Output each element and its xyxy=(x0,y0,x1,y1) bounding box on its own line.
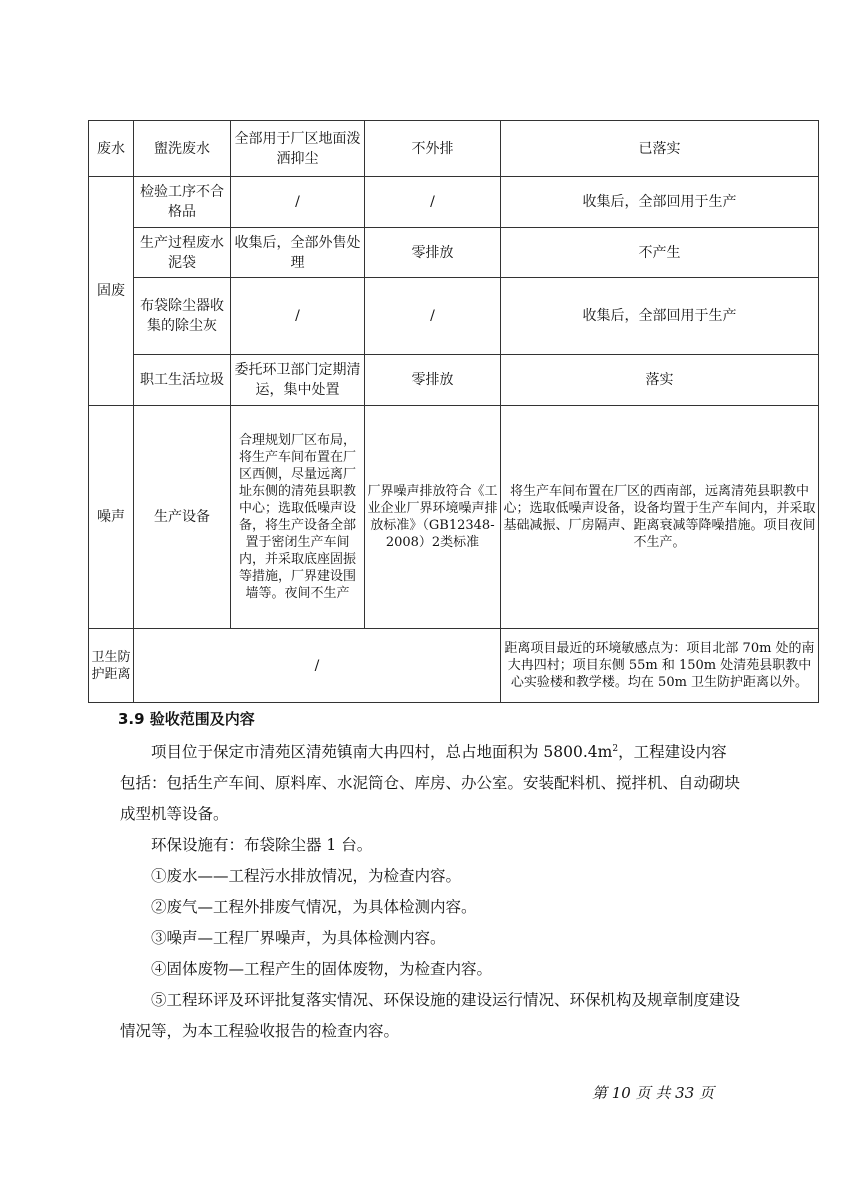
table-row xyxy=(89,355,819,406)
item-cell: 检验工序不合格品 xyxy=(134,177,231,228)
page-number: 第 10 页 共 33 页 xyxy=(592,1084,715,1102)
measure-cell: / xyxy=(231,278,365,355)
status-cell: 收集后，全部回用于生产 xyxy=(501,278,819,355)
list-item: ⑤工程环评及环评批复落实情况、环保设施的建设运行情况、环保机构及规章制度建设情况等，为本工程验收报告的检查内容。 xyxy=(120,991,741,1040)
measure-cell: 合理规划厂区布局，将生产车间布置在厂区西侧，尽量远离厂址东侧的清苑县职教中心；选取低噪声设备，将生产设备全部置于密闭生产车间内，并采取底座固振等措施，厂界建设围墙等。夜间不生产 xyxy=(231,406,365,629)
measure-cell: / xyxy=(231,177,365,228)
item-cell: 职工生活垃圾 xyxy=(134,355,231,406)
item-cell: 布袋除尘器收集的除尘灰 xyxy=(134,278,231,355)
standard-cell: 零排放 xyxy=(365,355,501,406)
measure-cell: 收集后，全部外售处理 xyxy=(231,228,365,278)
table-row xyxy=(89,121,819,177)
status-cell: 落实 xyxy=(501,355,819,406)
standard-cell: / xyxy=(365,177,501,228)
list-item: ②废气—工程外排废气情况，为具体检测内容。 xyxy=(151,898,477,916)
measure-cell: 全部用于厂区地面泼洒抑尘 xyxy=(231,121,365,177)
table-row xyxy=(89,629,819,703)
list-item: ④固体废物—工程产生的固体废物，为检查内容。 xyxy=(151,960,493,978)
acceptance-table xyxy=(88,120,819,703)
list-item: ①废水——工程污水排放情况，为检查内容。 xyxy=(151,867,462,885)
intro-suffix: ，工程建设内容包括：包括生产车间、原料库、水泥筒仓、库房、办公室。安装配料机、搅拌机、自动砌块成型机等设备。 xyxy=(120,743,741,823)
area-unit-superscript: 2 xyxy=(612,743,619,754)
item-cell: 生产过程废水泥袋 xyxy=(134,228,231,278)
status-cell: 收集后，全部回用于生产 xyxy=(501,177,819,228)
measure-cell: / xyxy=(134,629,501,703)
category-cell: 卫生防护距离 xyxy=(89,629,134,703)
table-row xyxy=(89,406,819,629)
standard-cell: 厂界噪声排放符合《工业企业厂界环境噪声排放标准》（GB12348-2008）2类标准 xyxy=(365,406,501,629)
category-cell: 废水 xyxy=(89,121,134,177)
status-cell: 已落实 xyxy=(501,121,819,177)
category-cell: 固废 xyxy=(89,177,134,406)
measure-cell: 委托环卫部门定期清运，集中处置 xyxy=(231,355,365,406)
section-body xyxy=(120,737,740,1047)
standard-cell: 不外排 xyxy=(365,121,501,177)
item-cell: 盥洗废水 xyxy=(134,121,231,177)
facilities-line: 环保设施有：布袋除尘器 1 台。 xyxy=(151,836,373,854)
intro-prefix: 项目位于保定市清苑区清苑镇南大冉四村，总占地面积为 5800.4m xyxy=(151,743,613,761)
table-row xyxy=(89,278,819,355)
table-row xyxy=(89,228,819,278)
table-row xyxy=(89,177,819,228)
standard-cell: 零排放 xyxy=(365,228,501,278)
item-cell: 生产设备 xyxy=(134,406,231,629)
intro-paragraph xyxy=(120,737,740,830)
status-cell: 距离项目最近的环境敏感点为：项目北部 70m 处的南大冉四村；项目东侧 55m 和 150m 处清苑县职教中心实验楼和教学楼。均在 50m 卫生防护距离以外。 xyxy=(501,629,819,703)
standard-cell: / xyxy=(365,278,501,355)
status-cell: 将生产车间布置在厂区的西南部，远离清苑县职教中心；选取低噪声设备，设备均置于生产车间内，并采取基础减振、厂房隔声、距离衰减等降噪措施。项目夜间不生产。 xyxy=(501,406,819,629)
section-heading: 3.9 验收范围及内容 xyxy=(118,710,255,728)
category-cell: 噪声 xyxy=(89,406,134,629)
status-cell: 不产生 xyxy=(501,228,819,278)
list-item: ③噪声—工程厂界噪声，为具体检测内容。 xyxy=(151,929,446,947)
